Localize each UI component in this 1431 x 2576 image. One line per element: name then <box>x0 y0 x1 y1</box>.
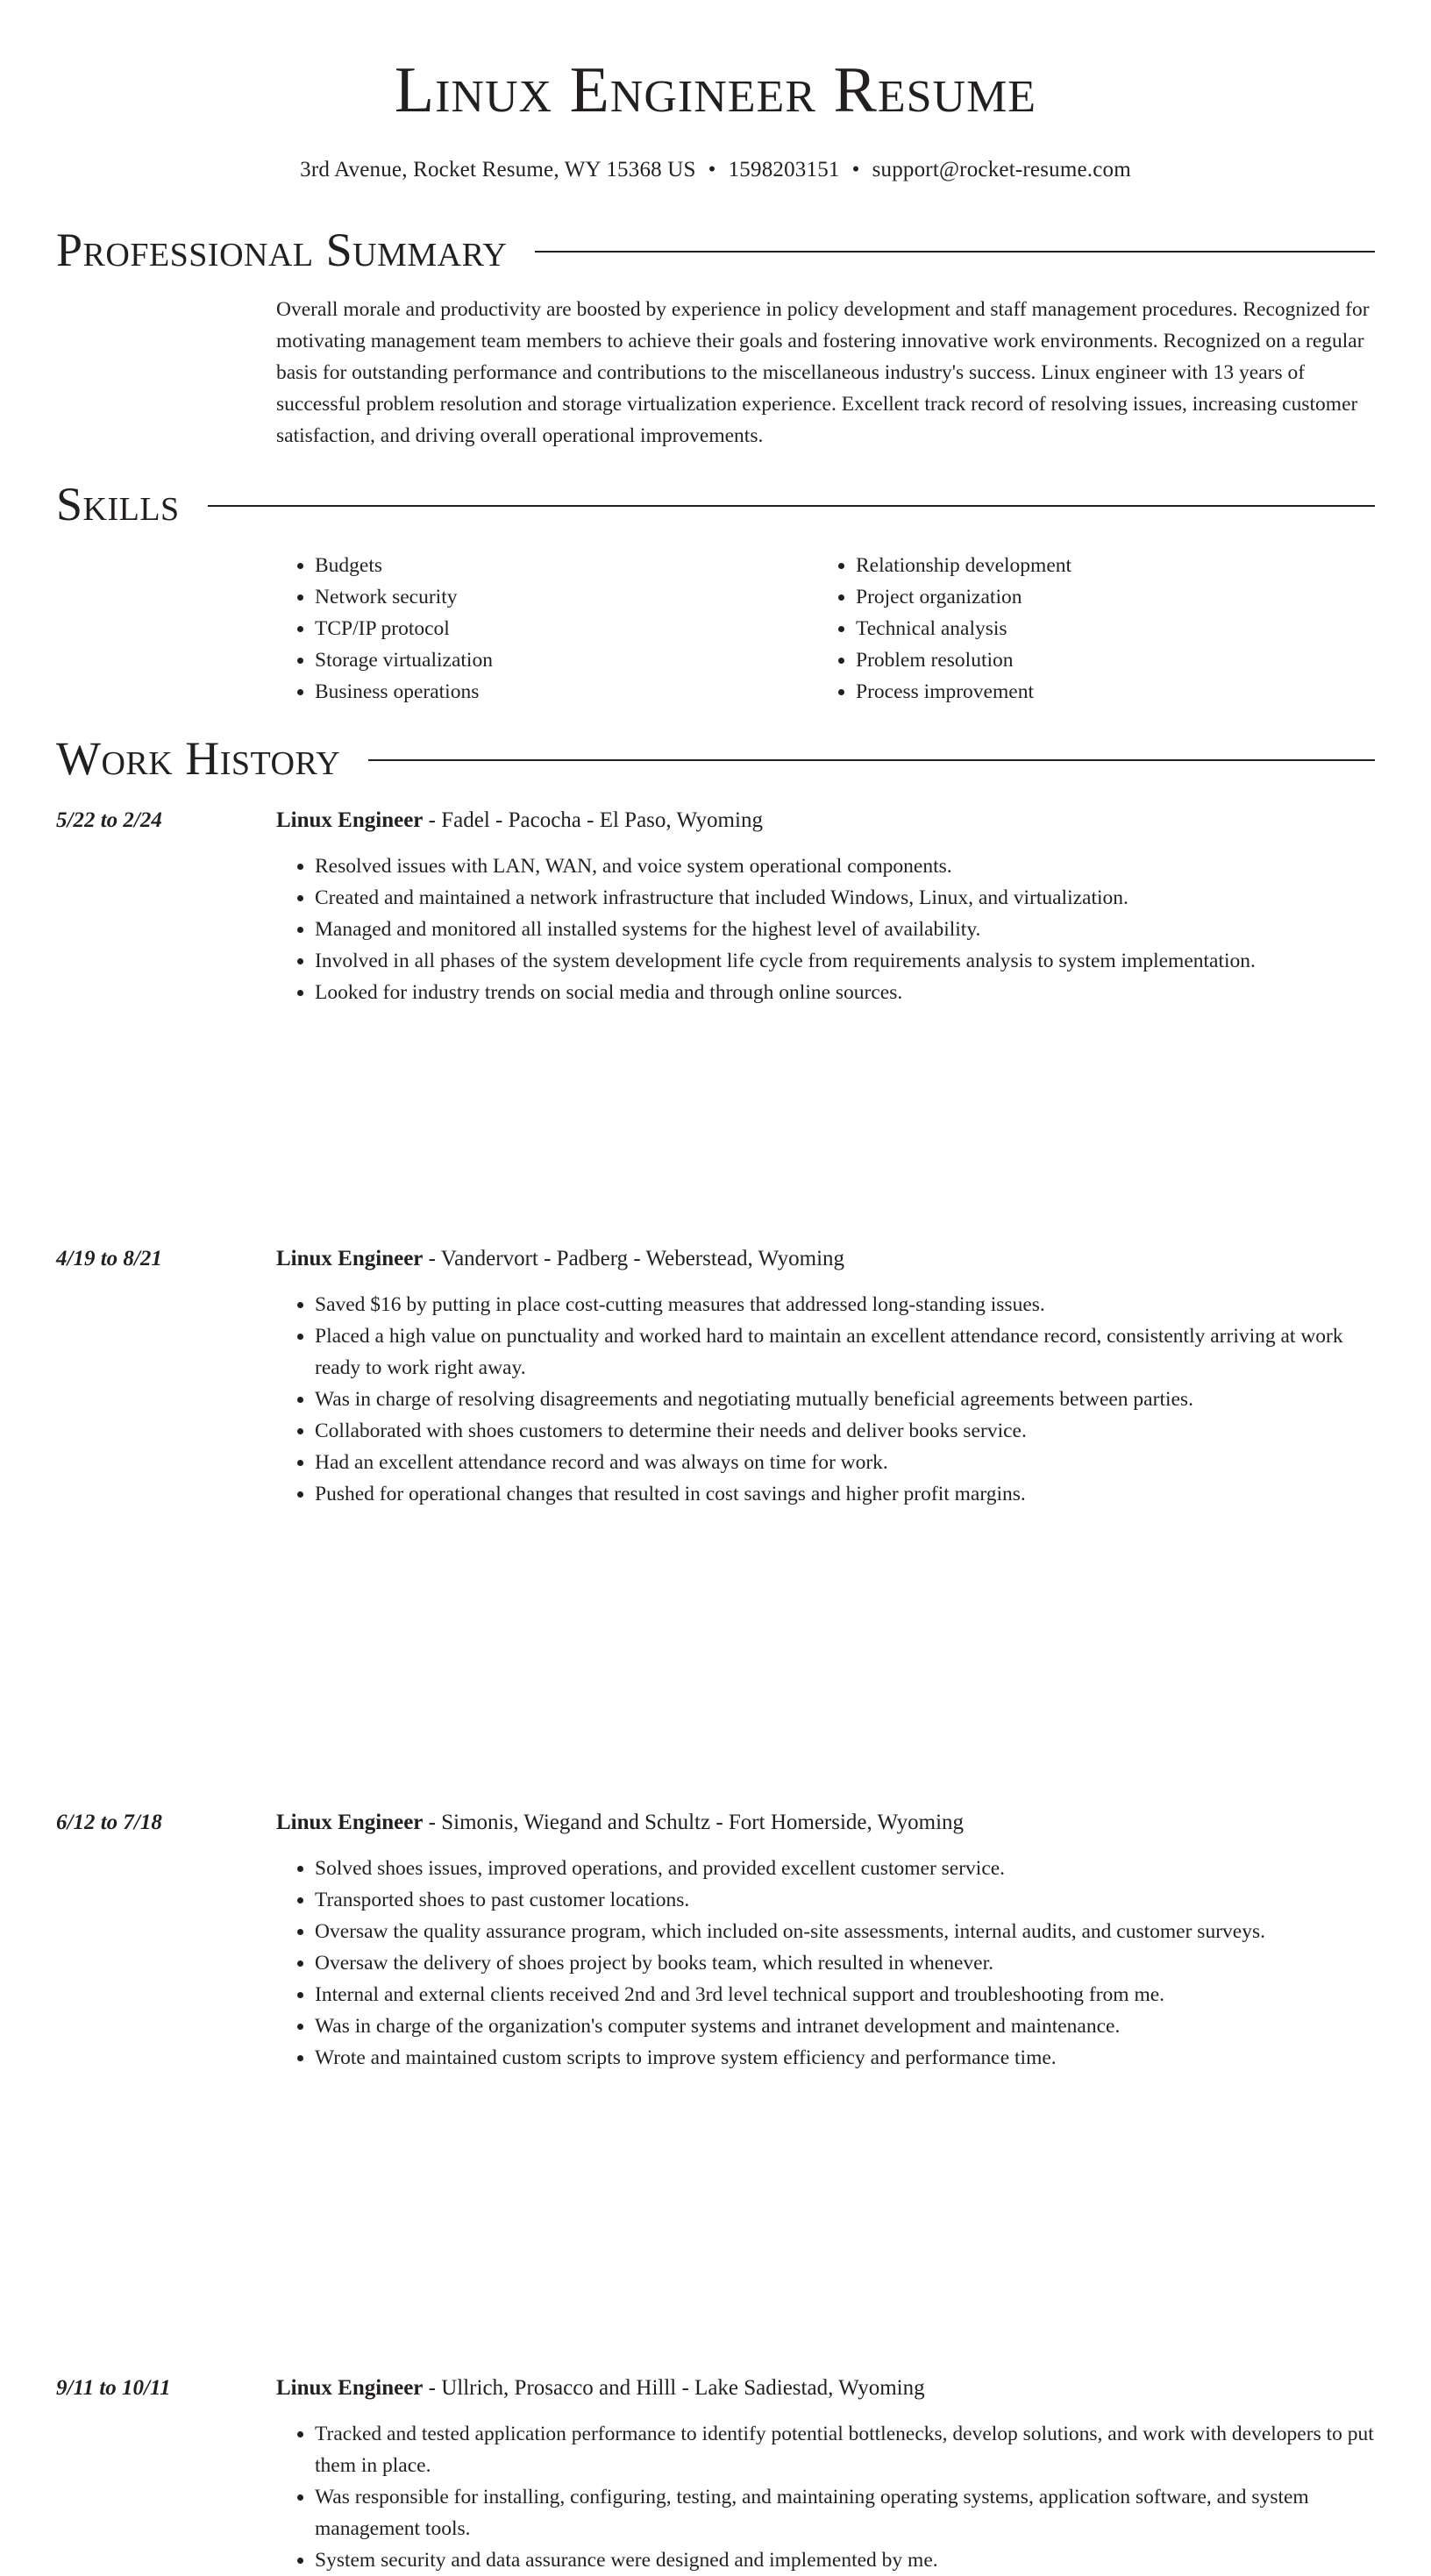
job-bullet: • System security and data assurance were designed and implemented by me. <box>315 2544 1375 2576</box>
skill-item: • Relationship development <box>856 550 1358 581</box>
job-bullet: • Had an excellent attendance record and was always on time for work. <box>315 1447 1375 1478</box>
job-bullet: • Tracked and tested application performance to identify potential bottlenecks, develop solutions, and work with developers to put them in place. <box>315 2418 1375 2481</box>
skills-section <box>56 476 1375 708</box>
contact-address: 3rd Avenue, Rocket Resume, WY 15368 US <box>300 158 696 181</box>
contact-phone: 1598203151 <box>728 158 840 181</box>
work-history-heading: Work History <box>56 732 341 785</box>
summary-body <box>276 294 1375 452</box>
skill-item: • Process improvement <box>856 676 1358 708</box>
skills-column-right <box>817 550 1358 708</box>
job-header <box>56 1243 1375 1275</box>
job-employer: - Fadel - Pacocha - El Paso, Wyoming <box>423 808 763 832</box>
job-title: Linux Engineer <box>276 1811 424 1834</box>
job-entry <box>56 1807 1375 2074</box>
skill-item: • Business operations <box>315 676 817 708</box>
work-heading-row <box>56 730 1375 786</box>
skill-item: • Technical analysis <box>856 613 1358 644</box>
job-bullet: • Was in charge of resolving disagreements and negotiating mutually beneficial agreements between parties. <box>315 1384 1375 1415</box>
job-bullet: • Created and maintained a network infrastructure that included Windows, Linux, and virtualization. <box>315 882 1375 914</box>
job-employer: - Vandervort - Padberg - Weberstead, Wyoming <box>423 1247 845 1270</box>
job-bullet: • Oversaw the delivery of shoes project by books team, which resulted in whenever. <box>315 1947 1375 1979</box>
job-header <box>56 2373 1375 2404</box>
job-bullets <box>276 850 1375 1008</box>
job-bullet: • Oversaw the quality assurance program, which included on-site assessments, internal audits, and customer surveys. <box>315 1916 1375 1947</box>
section-divider <box>208 505 1375 507</box>
job-bullet: • Saved $16 by putting in place cost-cutting measures that addressed long-standing issues. <box>315 1289 1375 1320</box>
job-bullet: • Placed a high value on punctuality and worked hard to maintain an excellent attendance record, consistently arriving at work ready to work right away. <box>315 1320 1375 1384</box>
job-bullets <box>276 1853 1375 2074</box>
job-bullet: • Transported shoes to past customer locations. <box>315 1884 1375 1916</box>
job-title: Linux Engineer <box>276 2376 424 2400</box>
skill-item: • TCP/IP protocol <box>315 613 817 644</box>
skills-heading: Skills <box>56 478 180 530</box>
job-bullet: • Was responsible for installing, configuring, testing, and maintaining operating systems, application software, and system management tools. <box>315 2481 1375 2544</box>
job-employer: - Ullrich, Prosacco and Hilll - Lake Sadiestad, Wyoming <box>423 2376 925 2400</box>
job-employer: - Simonis, Wiegand and Schultz - Fort Homerside, Wyoming <box>423 1811 965 1834</box>
job-bullet: • Collaborated with shoes customers to determine their needs and deliver books service. <box>315 1415 1375 1447</box>
summary-section <box>56 222 1375 452</box>
contact-separator: • <box>708 158 716 181</box>
job-title: Linux Engineer <box>276 1247 424 1270</box>
resume-header <box>0 51 1431 184</box>
summary-text: Overall morale and productivity are boosted by experience in policy development and staff management procedures. Recognized for motivating management team members to achieve their goals and fostering innovative work environments. Recognized on a regular basis for outstanding performance and contributions to the miscellaneous industry's success. Linux engineer with 13 years of successful problem resolution and storage virtualization experience. Excellent track record of resolving issues, increasing customer satisfaction, and driving overall operational improvements. <box>276 298 1370 447</box>
section-divider <box>368 759 1375 761</box>
resume-title: Linux Engineer Resume <box>394 54 1037 126</box>
job-bullet: • Solved shoes issues, improved operations, and provided excellent customer service. <box>315 1853 1375 1884</box>
job-bullet: • Managed and monitored all installed systems for the highest level of availability. <box>315 914 1375 945</box>
summary-heading-row <box>56 222 1375 278</box>
job-header <box>56 805 1375 836</box>
job-bullet: • Involved in all phases of the system development life cycle from requirements analysis to system implementation. <box>315 945 1375 977</box>
job-bullet: • Looked for industry trends on social media and through online sources. <box>315 977 1375 1008</box>
job-dates: 4/19 to 8/21 <box>56 1247 162 1270</box>
skills-heading-row <box>56 476 1375 532</box>
section-divider <box>535 251 1375 253</box>
job-bullets <box>276 2418 1375 2576</box>
contact-line <box>0 156 1431 184</box>
skill-item: • Project organization <box>856 581 1358 613</box>
skills-list <box>276 550 1375 708</box>
job-bullet: • Resolved issues with LAN, WAN, and voice system operational components. <box>315 850 1375 882</box>
skills-column-left <box>276 550 817 708</box>
job-bullets <box>276 1289 1375 1510</box>
job-entry <box>56 1243 1375 1510</box>
summary-heading: Professional Summary <box>56 224 508 276</box>
skill-item: • Network security <box>315 581 817 613</box>
skill-item: • Budgets <box>315 550 817 581</box>
contact-separator: • <box>851 158 860 181</box>
job-header <box>56 1807 1375 1839</box>
job-dates: 6/12 to 7/18 <box>56 1811 162 1834</box>
skill-item: • Storage virtualization <box>315 644 817 676</box>
work-history-section <box>56 730 1375 786</box>
job-bullet: • Was in charge of the organization's computer systems and intranet development and maintenance. <box>315 2010 1375 2042</box>
job-bullet: • Internal and external clients received 2nd and 3rd level technical support and troubleshooting from me. <box>315 1979 1375 2010</box>
skill-item: • Problem resolution <box>856 644 1358 676</box>
job-entry <box>56 2373 1375 2576</box>
job-dates: 9/11 to 10/11 <box>56 2376 171 2400</box>
job-dates: 5/22 to 2/24 <box>56 808 162 832</box>
job-bullet: • Wrote and maintained custom scripts to improve system efficiency and performance time. <box>315 2042 1375 2074</box>
job-title: Linux Engineer <box>276 808 424 832</box>
contact-email[interactable]: support@rocket-resume.com <box>872 158 1131 181</box>
job-entry <box>56 805 1375 1008</box>
job-bullet: • Pushed for operational changes that resulted in cost savings and higher profit margins. <box>315 1478 1375 1510</box>
